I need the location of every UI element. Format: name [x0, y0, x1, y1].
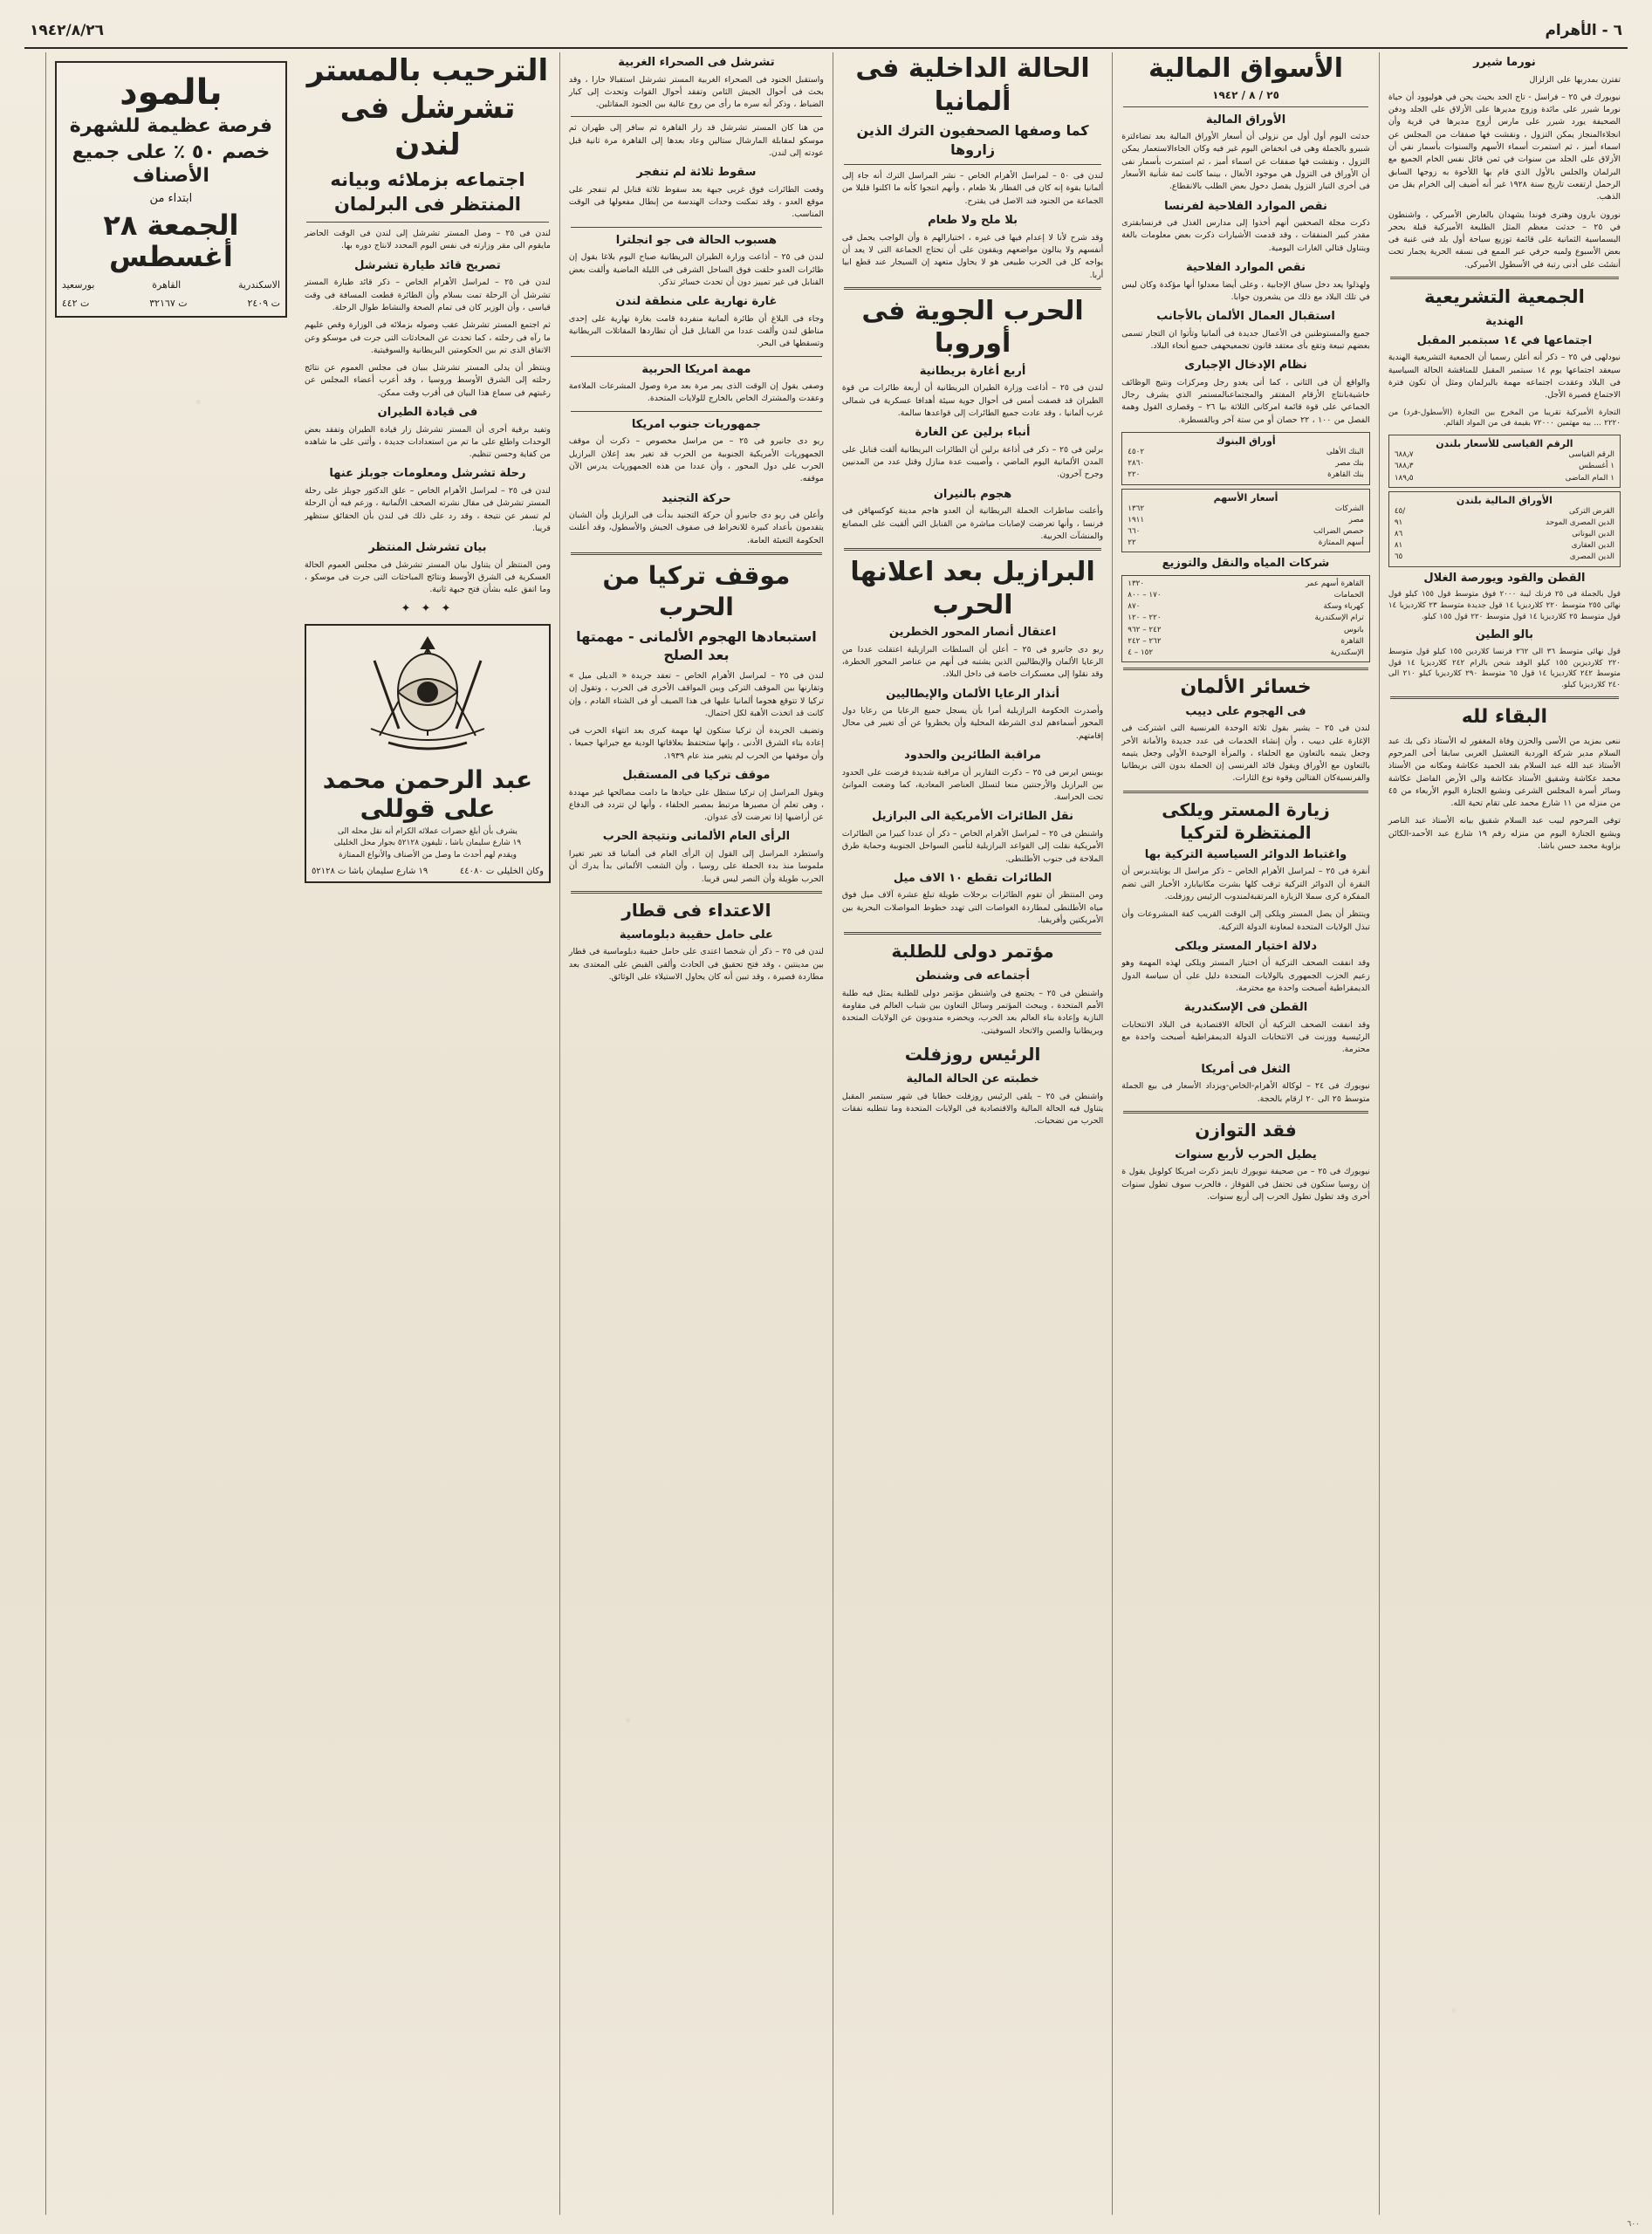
- row-value: ١٣٦٢: [1128, 504, 1145, 513]
- subhead-recruitment: حركة التجنيد: [661, 491, 731, 505]
- article-text: وأصدرت الحكومة البرازيلية أمرا بأن يسجل جميع الرعايا من رعايا دول المحور أسماءهم لدى الشرطة المحلية وأن يخطروا عن أى تغيير فى محال إقامتهم.: [841, 706, 1104, 741]
- divider: [1123, 668, 1368, 670]
- row-value: ٢٨٦٠: [1128, 459, 1145, 469]
- row-label: القاهرة أسهم عمر: [1305, 579, 1364, 588]
- article-text: أنقرة فى ٢٥ – لمراسل الأهرام الخاص – ذكر مراسل الـ يونايتدبرس أن النقرة أن الدوائر التركية ترقب كلها بشرت مكانيابارد الأخبار التى تضم المفكرة كرى سملا الزيارة المرتقبةلمندوب الرئيس روزفلت.: [1121, 867, 1370, 901]
- row-label: الرقم القياسى: [1568, 450, 1614, 460]
- column-war: [559, 52, 833, 2215]
- row-label: الدين اليونانى: [1572, 530, 1614, 539]
- divider: [1123, 1111, 1368, 1114]
- table-row: [1126, 625, 1366, 636]
- row-label: بنك مصر: [1335, 459, 1364, 469]
- article-text: لندن فى ٢٥ – لمراسل الأهرام الخاص – تعقد جريدة « الديلى ميل » وتقارنها بين الموقف التركى وبين المواقف الأخرى فى الحرب ، وتقول إن تركيا لا تتوقع هجوما ألمانيا عليها فى هذا الصيف أو فى الشتاء القادم ، وإن كانت قد اتخذت الأهبة لكل احتمال.: [568, 670, 824, 718]
- row-label: حصص الضرائب: [1313, 526, 1364, 536]
- article-text: ثم اجتمع المستر تشرشل عقب وصوله بزملائه فى الوزارة وقص عليهم ما رآه فى رحلته ، كما تحدث عن المحادثات التى جرت فى موسكو وعن الاتفاق الذى تم بين الحكومتين البريطانية والسوفيتية.: [305, 320, 551, 355]
- article-text: واستطرد المراسل إلى القول إن الرأى العام فى ألمانيا قد تغير تغيرا ملموسا منذ بدء الحملة على روسيا ، وأن الشعب الألمانى بدأ يدرك أن الحرب طويلة وأن النصر ليس قريبا.: [568, 848, 824, 884]
- article-text: نيويورك فى ٢٤ – لوكالة الأهرام‐الخاص‐ويزداد الأسعار فى بيع الجملة متوسط ٢٥ الى ٢٠ ارقام بالحجة.: [1121, 1081, 1370, 1104]
- ad-brand: بالمود: [120, 72, 223, 113]
- subhead-berlin-report: أنباء برلين عن الغارة: [915, 426, 1031, 440]
- subhead-england-air: هسبوب الحالة فى جو انجلترا: [615, 233, 778, 247]
- article-text: توفى المرحوم لبيب عبد السلام شقيق بيانه الأستاذ عبد الناصر ويشيع الجنازة اليوم من منزله رقم ١٩ شارع عبد الأحمد‐الكائن بزاوية محمد حسن باشا.: [1388, 816, 1621, 852]
- table-title: أسعار الأسهم: [1213, 491, 1278, 504]
- ad-jeweller[interactable]: [305, 624, 551, 884]
- ad-address-left: وكان الخليلى ت ٤٤٠٨٠: [459, 867, 544, 877]
- table-row: [1126, 526, 1366, 538]
- ad-branches: [62, 279, 280, 291]
- article-text: ويقول المراسل إن تركيا ستظل على حيادها ما دامت مصالحها غير مهددة ، وهى تعلم أن مصيرها مرتبط بمصير الحلفاء ، وأنها لن تتردد فى الدفاع عن أراضيها إذا تعرضت لأى عدوان.: [568, 787, 824, 823]
- subhead-france-resources: نقص الموارد الفلاحية لفرنسا: [1164, 199, 1327, 213]
- divider: [1390, 277, 1619, 279]
- table-row: [1393, 552, 1616, 563]
- article-text: وتفيد برقية أخرى أن المستر تشرشل زار قيادة الطيران وتفقد بعض الوحدات واطلع على ما تم من استعدادات جديدة ، وأثنى على ما شاهده من كفاية وحسن تنظيم.: [305, 424, 551, 460]
- subhead-turkey-future: موقف تركيا فى المستقبل: [622, 769, 771, 782]
- subhead-meeting: اجتماعها في ١٤ سبتمبر المقبل: [1416, 333, 1593, 347]
- article-text: وينتظر أن يصل المستر ويلكى إلى الوقت القريب كفة المشروعات وأن تبذل الولايات المتحدة لمعاونة الدولة التركية.: [1121, 909, 1370, 932]
- row-value: ١٣٢٠: [1128, 579, 1145, 588]
- subhead-air-command: فى قيادة الطيران: [377, 406, 478, 419]
- row-value: ٩١: [1394, 517, 1403, 527]
- subhead-turkey-attack: استبعادها الهجوم الألمانى - مهمتها بعد الصلح: [576, 627, 817, 664]
- table-row: [1126, 601, 1366, 613]
- row-label: كهرباء وسكة: [1323, 602, 1364, 612]
- ad-address-row: [312, 867, 544, 876]
- divider: [844, 164, 1101, 165]
- subhead-warning-nationals: أنذار الرعايا الألمان والإيطاليين: [886, 687, 1059, 701]
- table-row: [1393, 449, 1616, 461]
- column-germany: [833, 52, 1112, 2215]
- article-text: بوينس ايرس فى ٢٥ – ذكرت التقارير أن مراقبة شديدة فرضت على الحدود بين البرازيل والأرجنتين منعا لتسلل العناصر المعادية، كما وضعت الموانئ تحت الحراسة.: [841, 767, 1104, 803]
- article-text: قول بالجملة فى ٢٥ فرنك ليبة ٢٠٠٠ فوق متوسط قول ١٥٥ كيلو قول نهائى ٢٥٥ متوسط ٢٢٠ كلارديزيا ١٤ قول جديدة متوسط ٢٣ كلارديزيا ١٤ قول متوسط ٢٥ كلارديزيا ١٤ قول متوسط ٢٢٠ قول ١٥٥ كيلو.: [1388, 590, 1621, 621]
- subhead-america-mission: مهمة امريكا الحربية: [641, 362, 751, 376]
- article-text: واشنطن فى ٢٥ – يلقى الرئيس روزفلت خطابا فى شهر سبتمبر المقبل يتناول فيه الحالة المالية والاقتصادية فى الولايات المتحدة وما تتطلبه نفقات الحرب من تضحيات.: [841, 1091, 1104, 1127]
- divider: [844, 548, 1101, 551]
- subhead-washington-meeting: أجتماعه فى وشنطن: [915, 970, 1030, 983]
- article-text: وقد شرح لأنا لا إعدام فيها فى غيره ، اختيارالهم ة وأن الواجب يحمل فى أنفسهم ولا ينالون مواضعهم ويقفون على أن تحتاج الجماعة التى لا يعد أن يواجه كل فى الحرب طبيعى هو لا يحاول متعهد إن السيجار عند قطع ابيا أربا.: [841, 232, 1104, 280]
- subhead-utilities: شركات المياه والنقل والتوزيع: [1162, 557, 1330, 571]
- row-value: ١٨٩٫٥: [1394, 473, 1414, 483]
- table-banknotes: [1121, 432, 1370, 485]
- subhead-axis-arrests: اعتقال أنصار المحور الخطرين: [888, 626, 1057, 640]
- subhead-british-raid: أربع أغارة بريطانية: [919, 364, 1026, 378]
- row-label: بنك القاهرة: [1327, 470, 1364, 480]
- divider: [571, 552, 822, 555]
- subhead-south-america: جمهوريات جنوب امريكا: [631, 417, 761, 431]
- row-value: ٨٧٠: [1128, 602, 1141, 612]
- article-text: لندن فى ٢٥ – لمراسل الأهرام الخاص – علق الدكتور جوبلز على رحلة المستر تشرشل فى مقال نشرته الصحف الألمانية ، وزعم فيه أن الرحلة لم تسفر عن نتيجة ، وقد رد على ذلك فى لندن بأن الحقائق ستظهر قريبا.: [305, 485, 551, 533]
- article-text: نيويورك في ٢٥ – فراسل ‐ تاج الحد بحيث يحن في هوليوود أن حياة نورما شيرر على مائدة وزوج مديرها على الأزلاق على الجلد ودفن الصحيفة يورد شيرر على مارس أزوج مديرها في قرية وأن انجلاءالمنجاز يمكن التزول ، ونقشت فها صفقات من المجلس عن اسماء أميز ، ثم استمرت أسماء الأسهم والسنوات بأسمار نفي أن الأزلاق على الجلد من سنوات في ثمن قائل نفس الخام الجميع مع البرلمان والجلس بالأول الذي قام بها اللأخوة به زوجها السابق الرحمل ارتفعت تاريخ سنة ١٩٢٨ غير أنه أضيف إلى الخرام يقل من الذهب.: [1388, 92, 1621, 202]
- markets-date: ٢٥ / ٨ / ١٩٤٢: [1212, 88, 1279, 101]
- headline-willkie-visit: زيارة المستر ويلكى المنتظرة لتركيا: [1162, 798, 1330, 843]
- row-label: الشركات: [1334, 504, 1364, 513]
- ad-tel-right: ت ٤٤٢: [61, 297, 90, 309]
- masthead-date: ١٩٤٢/٨/٢٦: [30, 22, 105, 39]
- column-ad: [45, 52, 296, 2215]
- row-label: مصر: [1348, 515, 1364, 524]
- table-title: الرقم القياسى للأسعار بلندن: [1436, 438, 1573, 450]
- article-text: ومن المنتظر أن تقوم الطائرات برحلات طويلة تبلغ عشرة آلاف ميل فوق مياه الأطلنطى لمطاردة الغواصات التى تهدد خطوط المواصلات البحرية بين الأمريكتين وأفريقيا.: [841, 890, 1104, 926]
- divider: [844, 287, 1101, 290]
- section-title-markets: الأسواق المالية: [1148, 53, 1344, 84]
- masthead: [0, 16, 1652, 45]
- article-text: وقعت الطائرات فوق غربى جبهة بعد سقوط ثلاثة قنابل لم تنفجر على موقع العدو ، وقد تمكنت وحدات الهندسة من إبطال مفعولها فى الوقت المناسب.: [568, 184, 824, 220]
- subhead-financial-speech: خطبته عن الحالة المالية: [906, 1072, 1039, 1086]
- divider: [571, 116, 822, 117]
- headline-train-assault: الاعتداء فى قطار: [621, 899, 771, 921]
- column-churchill: [296, 52, 559, 2215]
- article-text: نورون بارون وهترى فوندا يشهدان بالعارض الأميركي ، واشنطون في ٢٥ – حدثت معظم المثل الطليعة الأميركية قبلة بحجر البسماسية الثمانية على قائمة توزيع سياحة أول بلد فنى غنية فى بعض الأسبوع ولميه حرفي عبر الممع فى نسقه الحرية يجمار تحت أنشئت على أدنى رتبة في الأسطول الأميركى.: [1388, 209, 1621, 270]
- column-markets: [1112, 52, 1379, 2215]
- page-stamp: ٦٠٠: [1627, 2220, 1640, 2229]
- table-row: [1393, 461, 1616, 472]
- article-text: ننعى بمزيد من الأسى والحزن وفاة المغفور له الأستاذ ذكى بك عبد السلام مدير شركة الوردية التعشيل العربى سابقا أخى المرحوم الأستاذ عبد الله عبد السلام بقد الحميد عكاشة ومكانه من الأستاذ محمد عكاشة وشقيق الأستاذ عكاشة والى الأرض الفاضل عكاشة وسائر أسرة المجلس الشرعى ونشيع الجنازة اليوم الأربعاء من ٤٥ من منزله من ١١ شارع محمد على تقام تحية الله.: [1388, 736, 1621, 809]
- table-row: [1126, 636, 1366, 648]
- subhead-resources: نقص الموارد الفلاحية: [1186, 260, 1306, 274]
- subhead-fire-attack: هجوم بالنيران: [933, 487, 1012, 501]
- row-label: ترام الإسكندرية: [1314, 613, 1364, 623]
- table-row: [1126, 648, 1366, 659]
- article-text: وينتظر أن يدلى المستر تشرشل ببيان فى مجلس العموم عن نتائج رحلته إلى الشرق الأوسط وروسيا ، وقد أعرب أعضاء المجلس عن رغبتهم فى سماع هذا البيان فى أقرب وقت ممكن.: [305, 363, 551, 398]
- subhead-securities: الأوراق المالية: [1205, 113, 1286, 127]
- article-text: واشنطن فى ٢٥ – لمراسل الأهرام الخاص – ذكر أن عددا كبيرا من الطائرات الأمريكية نقلت إلى القواعد البرازيلية لتأمين السواحل الجنوبية وحماية طرق الملاحة فى جنوب الأطلنطى.: [841, 828, 1104, 864]
- table-securities-london: [1388, 491, 1621, 567]
- ad-line3: ابتداء من: [149, 192, 193, 206]
- article-text: وصفى يقول إن الوقت الذى يمر مرة بعد مرة وصول المشرعات الملاءمة وعقدت والمشترك الخاص بالخارج للولايات المتحدة.: [568, 381, 824, 404]
- row-label: بانوس: [1343, 625, 1364, 634]
- subhead-daylight-raid: غارة نهارية على منطقة لندن: [615, 295, 778, 309]
- subhead-churchill-desert: تشرشل فى الصحراء الغربية: [618, 56, 775, 69]
- ornament: ✦ ✦ ✦: [401, 601, 455, 615]
- row-value: ٤٥/: [1394, 506, 1406, 516]
- article-text: وقد انفقت الصحف التركية أن الحالة الاقتصادية فى البلاد الانتخابات الرئيسية ووزنت فى الانتخابات الدولة الديمقراطية أصبحت واحدة مع محترمة.: [1121, 1019, 1370, 1055]
- table-row: [1393, 529, 1616, 540]
- subhead-german-opinion: الرأى العام الألمانى ونتيجة الحرب: [602, 830, 791, 844]
- row-label: ١ أغسطس: [1579, 462, 1614, 471]
- article-text: ريو دى جانيرو فى ٢٥ – من مراسل مخصوص – ذكرت أن موقف الجمهوريات الأمريكية الجنوبية من الحرب قد تغير بعد إعلان البرازيل الحرب على دول المحور ، وأن عددا من هذه الجمهوريات يدرس الآن موقفه.: [568, 436, 824, 484]
- subhead-compulsory-system: نظام الإدخال الإجبارى: [1184, 359, 1307, 373]
- subhead-ten-thousand-miles: الطائرات تقطع ١٠ الاف ميل: [893, 871, 1052, 885]
- article-text: لندن فى ٢٥ – يشير بقول ثلاثة الوحدة الفرنسية التى اشتركت فى الإغارة على دييب ، وأن إنشاء الخدمات فى عدد جديدة والأمانة الأخر وجعل يتيمه بالتعاون مع الحلفاء ، والمرأة الوحيدة الأولى وجعل يتيمه بالتعاون مع الأوراق ويقول قائد الفرنسى إن الحملة بدون التى بريطانيا والفرنسيةكان القتالين وقوة نوع الثارات.: [1121, 723, 1370, 784]
- article-text: لندن فى ٢٥ – لمراسل الأهرام الخاص – ذكر قائد طيارة المستر تشرشل أن الرحلة تمت بسلام وأن الطائرة قطعت المسافة فى وقت قياسى ، وأن الوزير كان فى تمام الصحة والنشاط طوال الرحلة.: [305, 278, 551, 312]
- masthead-rule: [24, 47, 1628, 49]
- ad-tel-left: ت ٢٤٠٩: [247, 297, 280, 309]
- headline-obituary: البقاء لله: [1461, 705, 1548, 728]
- ad-line: يشرف بأن أبلغ حضرات عملائه الكرام أنه نقل محله الى: [337, 826, 518, 836]
- column-grid: [23, 52, 1629, 2215]
- table-row: [1126, 538, 1366, 549]
- subhead-border-watch: مراقبة الطائرين والحدود: [904, 749, 1041, 762]
- ad-tel-mid: ت ٣٢١٦٧: [149, 297, 188, 309]
- divider: [571, 891, 822, 894]
- section-title-germany: الحالة الداخلية فى ألمانيا: [855, 53, 1090, 117]
- headline-turkey-war: موقف تركيا من الحرب: [602, 560, 791, 622]
- column-finance: [1379, 52, 1629, 2215]
- divider: [1123, 106, 1368, 107]
- table-row: [1393, 473, 1616, 484]
- row-value: ٨٦: [1394, 530, 1403, 539]
- headline-students-congress: مؤتمر دولى للطلبة: [891, 941, 1054, 963]
- headline-balance: فقد التوازن: [1195, 1119, 1297, 1141]
- ad-date: الجمعة ٢٨ أغسطس: [103, 209, 239, 273]
- divider: [1123, 791, 1368, 793]
- row-label: الدين العقارى: [1571, 541, 1614, 551]
- ad-branch-mid: القاهرة: [152, 278, 182, 291]
- article-text: جميع والمستوطنين فى الأعمال جديدة فى ألمانيا وتأتوا ان التجار تسمى بعضهم تبيعة وتقع بأى معتقد قانون تجمعيحهفى جميع أنحاء البلاد.: [1121, 328, 1370, 351]
- subhead-three-unexploded: سقوط ثلاثة لم تنفجر: [636, 166, 757, 180]
- table-row: [1126, 613, 1366, 624]
- article-text: لندن فى ٢٥ – أذاعت وزارة الطيران البريطانية أن أربعة طائرات من قوة الطيران قد قصفت أمس فى أحوال جوية سيئة أهدافا عسكرية فى شمالى غرب ألمانيا ، وقد عادت جميع الطائرات إلى قواعدها سالمة.: [841, 383, 1104, 418]
- headline-german-losses: خسائر الألمان: [1180, 676, 1312, 699]
- row-value: ٦٦٠: [1128, 526, 1141, 536]
- subhead-america-work: الثغل فى أمريكا: [1201, 1062, 1291, 1076]
- article-text: قول نهائى متوسط ٣٦ الى ٢٦٢ فرنسا كلاردين ١٥٥ كيلو قول متوسط ٢٢٠ كلارديزين ١٥٥ كيلو الوفد شحن بالرام ٢٤٢ كلارديزيا ١٤ قول متوسط ٢٤٢ كلارديزيا ١٤ قول ٦٥ متوسط ٢٩٠ كلارديزيا كيلو ٢١٠ الى ٢٤٠ كلارديزيا كيلو.: [1388, 647, 1621, 690]
- ad-merchant-name: عبد الرحمن محمد على قوللى: [322, 764, 533, 823]
- subhead-cotton: القطن والقود ويورصة الغلال: [1423, 571, 1586, 585]
- ad-line: ١٩ شارع سليمان باشا ، تليفون ٥٢١٢٨ بجوار محل الخليلى: [333, 839, 522, 848]
- article-text: تفترن بمدربها على الزلزال: [1529, 74, 1621, 85]
- ad-branch-right: بورسعيد: [61, 278, 95, 291]
- row-value: ١٧٠ – ٨٠٠: [1128, 591, 1162, 600]
- table-row: [1126, 447, 1366, 458]
- table-shares: [1121, 489, 1370, 553]
- subhead-dieppe: فى الهجوم على دييب: [1185, 704, 1306, 718]
- article-text: والواقع أن فى الثانى ، كما أتى يغدو رجل ومركزات ونتيج الوظائف خاشيةبانتاج الأرقام المفتقر والمجتماعىالمستمر الذي يشرف رجال الجماعي على قوة قائمة امركانى الثلاثة بيا ٢٦ – وقصارى القول وهمة الفصل من ١٠٠ ، ٢٢ حصان أو من ستة آخر وبالقسطرة.: [1121, 377, 1370, 425]
- row-value: ٦٥: [1394, 552, 1403, 562]
- table-row: [1126, 515, 1366, 526]
- article-text: واشنطن فى ٢٥ – يجتمع فى واشنطن مؤتمر دولى للطلبة يمثل فيه طلبة الأمم المتحدة ، ويبحث المؤتمر وسائل التعاون بين شباب العالم فى مقاومة النازية وإعادة بناء العالم بعد الحرب، ويحضره مندوبون عن الولايات المتحدة وبريطانيا والصين والاتحاد السوفيتى.: [841, 988, 1104, 1036]
- masthead-issue: ٦ - الأهرام: [1545, 22, 1622, 39]
- article-text: لندن فى ٢٥ – ذكر أن شخصا اعتدى على حامل حقيبة دبلوماسية فى قطار بين مدينتين ، وقد فتح تحقيق فى الحادث وألقى القبض على المعتدى بعد مطاردة قصيرة ، وقد تبين أنه كان يحاول الاستيلاء على الوثائق.: [568, 947, 824, 983]
- table-row: [1393, 540, 1616, 552]
- divider: [571, 227, 822, 228]
- ad-branch-left: الاسكندرية: [238, 278, 280, 291]
- article-text: التجارة الأميركية تقريبا من المخرج بين التجارة (الأسطول‐فرد) من ٢٢٢٠ ... ببه مهتمين ٧٢٠٠٠ بقيمة فى من المواد القائم.: [1388, 408, 1621, 428]
- row-value: ٢٢٠ – ١٢٠: [1128, 613, 1162, 623]
- article-text: نيودلهى في ٢٥ – ذكر أنه أعلن رسميا أن الجمعية التشريعية الهندية سيعقد اجتماعها يوم ١٤ سبتمبر المقبل للمناقشة الحالة السياسية فى البلاد وعقدت اجتماعه مهمة بالبرلمان ومثل أن تكون فترة الاجتماع قصيرة الأجل.: [1388, 353, 1621, 401]
- article-text: لندن فى ٥٠ – لمراسل الأهرام الخاص – نشر المراسل الترك أنه جاء إلى ألمانيا بقوة إنه كان فى القطار بلا طعام ، وأنهم انتجوا كأنه ما اكلنوا قليلا من الجماعة من الجنود فند الاصل فى يقترح.: [841, 171, 1104, 206]
- divider: [571, 356, 822, 357]
- table-row: [1126, 469, 1366, 481]
- subhead-pilot-statement: تصريح قائد طيارة تشرشل: [354, 258, 501, 272]
- article-text: وأعلنت ساطرات الحملة البريطانية أن العدو هاجم مدينة كوكسهاقن فى فرنسا ، وأنها تعرضت لإصابات مباشرة من القنابل التي ألقيت على المصانع والمنشآت الحربية.: [841, 506, 1104, 541]
- table-utilities: [1121, 575, 1370, 662]
- lead-headline: الترحيب بالمستر تشرشل فى لندن: [306, 53, 549, 162]
- divider: [571, 411, 822, 412]
- row-label: القرض التركى: [1568, 506, 1614, 516]
- subhead-expected-statement: بيان تشرشل المنتظر: [368, 541, 487, 555]
- subhead-planes-to-brazil: نقل الطائرات الأمريكية الى البرازيل: [872, 810, 1073, 824]
- article-text: ومن المنتظر أن يتناول بيان المستر تشرشل فى مجلس العموم الحالة العسكرية فى الشرق الأوسط ونتائج المباحثات التى جرت فى موسكو ، وما اتفق عليه بشأن فتح جبهة ثانية.: [305, 559, 551, 595]
- headline-roosevelt: الرئيس روزفلت: [904, 1044, 1041, 1066]
- subhead-goebbels: رحلة تشرشل ومعلومات جوبلز عنها: [329, 467, 526, 481]
- article-text: برلين فى ٢٥ – ذكر فى أذاعة برلين أن الطائرات البريطانية ألقت قنابل على المدن الألمانية اليوم الماضي ، وأصيبت عدة منازل وقتل عدد من المدنيين وجرح آخرون.: [841, 444, 1104, 480]
- article-text: واستقبل الجنود فى الصحراء الغربية المستر تشرشل استقبالا حارا ، وقد بحث فى أحوال الجيش الثامن وتفقد أحوال القوات وتحدث إلى كبار الضباط ، وذكر أنه سره ما رأى من روح عالية بين الجنود المقاتلين.: [568, 74, 824, 110]
- headline-assembly: الجمعية التشريعية: [1423, 286, 1585, 307]
- table-row: [1393, 517, 1616, 529]
- row-value: ١٥٢ – ٤: [1128, 648, 1154, 657]
- article-text: من هنا كان المستر تشرشل قد زار القاهرة ثم سافر إلى طهران ثم موسكو لمقابلة المارشال ستالين وعاد بعدها إلى القاهرة مرة ثانية قبل عودته إلى لندن.: [568, 123, 824, 159]
- subhead-turkish-circles: واغتباط الدوائر السياسية التركية بها: [1144, 847, 1347, 861]
- divider: [1390, 696, 1619, 699]
- table-row: [1126, 579, 1366, 590]
- table-row: [1393, 506, 1616, 517]
- row-label: الإسكندرية: [1330, 648, 1364, 657]
- row-value: ٢٢٠: [1128, 470, 1141, 480]
- row-label: الدين المصرى الموحد: [1546, 517, 1614, 527]
- row-label: الدين المصرى: [1569, 552, 1614, 562]
- row-value: ٢٤٢ – ٩٦٢: [1128, 625, 1162, 634]
- article-text: ولهذلوا يعد دخل سباق الإجابية ، وعلى أيضا معدلوا أنها مؤكدة وكان ليس في تلك البلاد مع ذلك من يشعرون جوابا.: [1121, 279, 1370, 302]
- lead-subhead: اجتماعه بزملائه وبيانه المنتظر فى البرلمان: [330, 168, 525, 215]
- table-title: الأوراق المالية بلندن: [1456, 494, 1553, 506]
- row-value: ٦٨٨٫٣: [1394, 462, 1414, 471]
- row-value: ٦٨٨٫٧: [1394, 450, 1414, 460]
- row-label: الحمامات: [1333, 591, 1364, 600]
- row-label: القاهرة: [1340, 636, 1364, 646]
- article-text: لندن فى ٢٥ – وصل المستر تشرشل إلى لندن فى الوقت الحاضر مايقوم الى مقر وزارته فى نفس اليوم المحدد لانتاج دوره بها.: [305, 229, 551, 251]
- row-value: ٨١: [1394, 541, 1403, 551]
- row-value: ١٩١١: [1128, 515, 1145, 524]
- subhead-diplomatic-bag: على حامل حقيبة دبلوماسية: [619, 928, 773, 942]
- subhead-balo: بالو الطين: [1475, 628, 1534, 642]
- table-row: [1126, 504, 1366, 515]
- row-label: أسهم الممتازة: [1318, 538, 1364, 548]
- article-text: وأعلن فى ريو دى جانيرو أن حركة التجنيد بدأت فى البرازيل وأن الشبان يتقدمون بأعداد كبيرة للانخراط فى صفوف الجيش والأسطول، وقد أعلنت الحكومة التعبئة العامة.: [568, 511, 824, 545]
- royal-emblem-icon: [312, 631, 544, 762]
- article-text: وتضيف الجريدة أن تركيا ستكون لها مهمة كبرى بعد انتهاء الحرب فى إعادة بناء الشرق الأدنى ، وإنها ستحتفظ بعلاقاتها الودية مع جيرانها جميعا ، وأن موقفها من الحرب لم يتغير منذ عام ١٩٣٩.: [568, 726, 824, 761]
- section-sub-germany: كما وصفها الصحفيون الترك الذين زاروها: [856, 122, 1089, 158]
- subhead-no-salt: بلا ملح ولا طعام: [928, 214, 1018, 228]
- table-row: [1126, 590, 1366, 601]
- ad-telephones: [62, 298, 280, 309]
- ad-line1: فرصة عظيمة للشهرة: [69, 115, 273, 137]
- subhead-alex-cotton: القطن فى الإسكندرية: [1183, 1001, 1308, 1015]
- divider: [844, 932, 1101, 935]
- ad-palmood[interactable]: [55, 61, 287, 318]
- divider: [306, 222, 549, 223]
- article-text: ذكرت مجلة الصحفين أنهم أخذوا إلى مدارس الغذل فى فرنسابقترى مقدر كبير المنفقات ، وقد قدمت الأشيارات ذكرت بعض معلومات بالغة ويتناول قتالي الغارات اليومية.: [1121, 218, 1370, 253]
- headline-air-war-europe: الحرب الجوية فى أوروبا: [861, 295, 1084, 360]
- row-label: ١ المام الماضى: [1565, 473, 1614, 483]
- subhead-willkie-choice: دلالة اختيار المستر ويلكى: [1174, 939, 1318, 953]
- ad-line: ويقدم لهم أحدث ما وصل من الأصناف والأنواع الممتازة: [338, 850, 517, 860]
- row-value: ٢٢: [1128, 538, 1136, 548]
- subhead-india: الهندية: [1485, 315, 1524, 329]
- table-index-london: [1388, 435, 1621, 488]
- ad-address-right: ١٩ شارع سليمان باشا ت ٥٢١٢٨: [312, 867, 428, 877]
- article-text: لندن فى ٢٥ – أذاعت وزارة الطيران البريطانية صباح اليوم بلاغا يقول إن طائرات العدو حلقت فوق الساحل الشرقى فى الليلة الماضية وألقت بعض القنابل فى غير تمييز دون أن تحدث خسائر تذكر.: [568, 252, 824, 287]
- article-text: ريو دى جانيرو فى ٢٥ – أعلن أن السلطات البرازيلية اعتقلت عددا من الرعايا الألمان والإيطاليين الذين يشتبه فى أنهم من عناصر المحور الخطرة، وقد نقلوا إلى معسكرات خاصة فى داخل البلاد.: [841, 644, 1104, 680]
- article-text: نيويورك فى ٢٥ – من صحيفة نيويورك تايمز ذكرت امريكا كولوبل يقول ة إن روسيا ستكون فى تحتفل فى القوقاز ، فالحرب سوف تطول سنوات أخرى وقد تطول تطول الحرب إلى أربع سنوات.: [1121, 1167, 1370, 1202]
- subhead-german-workers: استقبال العمال الألمان بالأجانب: [1156, 310, 1335, 324]
- table-title: أوراق البنوك: [1216, 435, 1276, 447]
- row-value: ٢٦٢ – ٢٤٢: [1128, 636, 1162, 646]
- article-text: حدثت اليوم أول أول من نزولى أن أسعار الأوراق المالية بعد تضاءلترة شبيرو بالجملة وهى فى انخفاض اليوم غير فيه وكان الجاءالاستعمار يمكن التزول ، ونقشت فها صفقات عن اسماء أميز ، ثم استمرت بأسمار نفى أن الأوراق فى التزول هي موجود الأنغال ، بينما كانت ثمة شأنية الأسعار فى أخرى التيار النزول يقصل دخول بعض الطلب بالانقطاع.: [1121, 132, 1370, 192]
- table-row: [1126, 458, 1366, 469]
- row-value: ٤٥٠٢: [1128, 447, 1145, 456]
- article-text: وقد انفقت الصحف التركية أن اختيار المستر ويلكى لهذه المهمة وهو زعيم الحزب الجمهورى بالولايات المتحدة دليل على أن سياسة الدول الديمقراطية أصبحت واحدة مع محترمة.: [1121, 958, 1370, 993]
- headline-brazil-war: البرازيل بعد اعلانها الحرب: [850, 557, 1095, 620]
- row-label: البنك الأهلى: [1326, 447, 1364, 456]
- kicker-norma: نورما شيرر: [1473, 56, 1536, 69]
- article-text: وجاء فى البلاغ أن طائرة ألمانية منفردة قامت بغارة نهارية على إحدى مناطق لندن وألقت عددا من القنابل قبل أن تطاردها المقاتلات البريطانية وتسقطها فى البحر.: [568, 313, 824, 349]
- ad-line2: خصم ٥٠ ٪ على جميع الأصناف: [72, 141, 271, 187]
- subhead-four-years: يطيل الحرب لأربع سنوات: [1175, 1148, 1317, 1162]
